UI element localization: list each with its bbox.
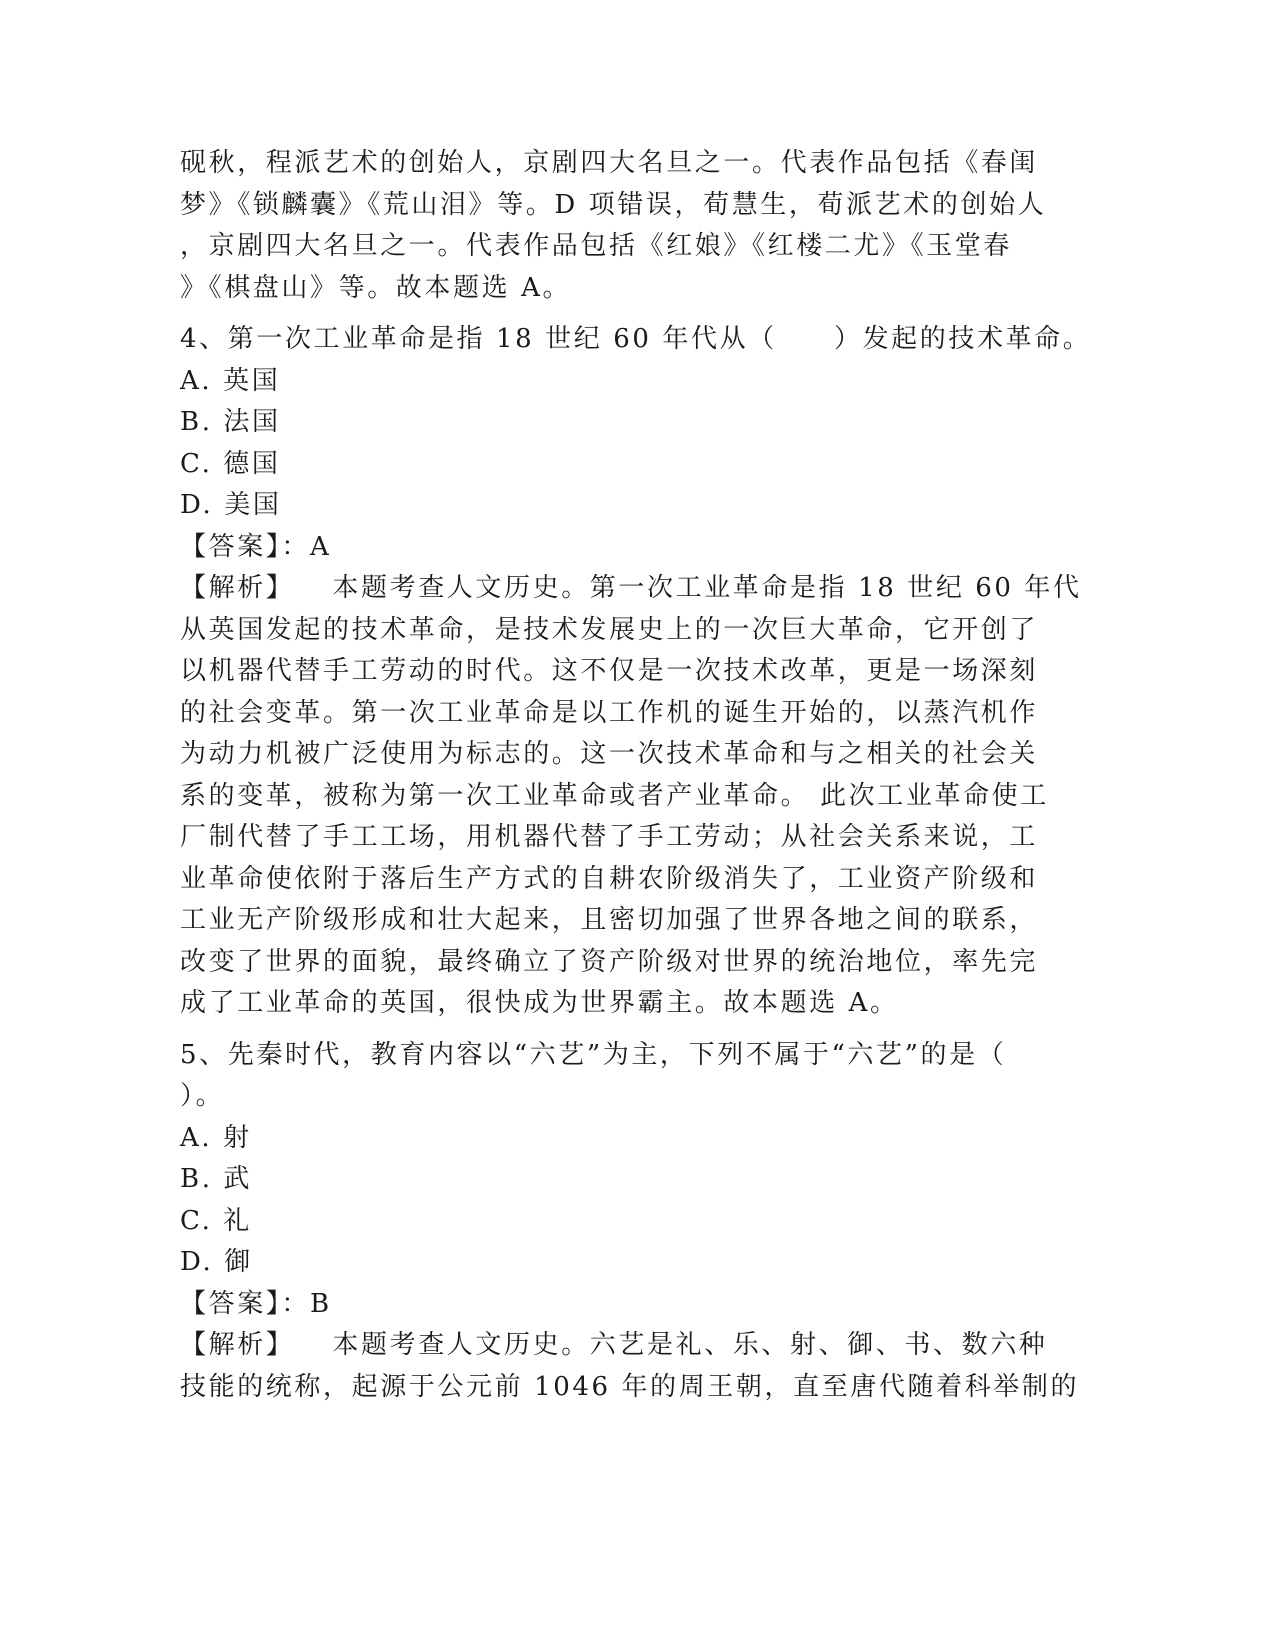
question-5 <box>180 1035 1080 1409</box>
document-page <box>180 143 1092 1408</box>
analysis-label: 【解析】 <box>180 573 295 603</box>
analysis-line: 以机器代替手工劳动的时代。这不仅是一次技术改革，更是一场深刻 <box>180 656 1039 686</box>
answer-value: A <box>310 531 332 562</box>
text-line: 梦》《锁麟囊》《荒山泪》等。D 项错误，荀慧生，荀派艺术的创始人 <box>180 189 1047 220</box>
analysis-line: 技能的统称，起源于公元前 1046 年的周王朝，直至唐代随着科举制的 <box>180 1371 1080 1402</box>
question-4 <box>180 319 1092 1025</box>
analysis-line: 厂制代替了手工工场，用机器代替了手工劳动；从社会关系来说，工 <box>180 822 1039 852</box>
previous-analysis-continuation <box>180 143 1047 309</box>
text-line: ，京剧四大名旦之一。代表作品包括《红娘》《红楼二尤》《玉堂春 <box>180 231 1013 261</box>
option-a: A. 英国 <box>180 365 281 396</box>
option-c: C. 礼 <box>180 1205 252 1236</box>
question-stem: 4、第一次工业革命是指 18 世纪 60 年代从（ ）发起的技术革命。 <box>180 324 1092 354</box>
option-b: B. 武 <box>180 1164 253 1194</box>
answer-value: B <box>310 1288 332 1319</box>
answer-label: 【答案】： <box>180 531 311 562</box>
analysis-line <box>180 1325 1048 1367</box>
analysis-text: 本题考查人文历史。六艺是礼、乐、射、御、书、数六种 <box>332 1330 1048 1360</box>
question-stem: ）。 <box>180 1081 225 1111</box>
analysis-label: 【解析】 <box>180 1330 295 1360</box>
option-c: C. 德国 <box>180 448 281 479</box>
option-d: D. 美国 <box>180 490 282 520</box>
answer-label: 【答案】： <box>180 1288 311 1319</box>
option-b: B. 法国 <box>180 407 281 437</box>
analysis-line: 从英国发起的技术革命，是技术发展史上的一次巨大革命，它开创了 <box>180 614 1039 645</box>
analysis-line: 成了工业革命的英国，很快成为世界霸主。故本题选 A。 <box>180 988 899 1018</box>
analysis-line: 的社会变革。第一次工业革命是以工作机的诞生开始的，以蒸汽机作 <box>180 697 1039 728</box>
question-stem: 5、先秦时代，教育内容以“六艺”为主，下列不属于“六艺”的是（ <box>180 1039 1007 1070</box>
analysis-line: 系的变革，被称为第一次工业革命或者产业革命。 此次工业革命使工 <box>180 780 1049 811</box>
analysis-line: 为动力机被广泛使用为标志的。这一次技术革命和与之相关的社会关 <box>180 739 1039 769</box>
text-line: 砚秋，程派艺术的创始人，京剧四大名旦之一。代表作品包括《春闺 <box>180 148 1039 178</box>
answer-line <box>180 1284 1040 1326</box>
analysis-line: 改变了世界的面貌，最终确立了资产阶级对世界的统治地位，率先完 <box>180 946 1039 977</box>
analysis-line: 工业无产阶级形成和壮大起来，且密切加强了世界各地之间的联系， <box>180 905 1039 935</box>
option-d: D. 御 <box>180 1247 253 1277</box>
analysis-line <box>180 568 1082 610</box>
text-line: 》《棋盘山》等。故本题选 A。 <box>180 272 572 303</box>
answer-line <box>180 527 1040 569</box>
analysis-text: 本题考查人文历史。第一次工业革命是指 18 世纪 60 年代 <box>332 573 1082 603</box>
analysis-line: 业革命使依附于落后生产方式的自耕农阶级消失了，工业资产阶级和 <box>180 863 1039 894</box>
option-a: A. 射 <box>180 1122 252 1153</box>
